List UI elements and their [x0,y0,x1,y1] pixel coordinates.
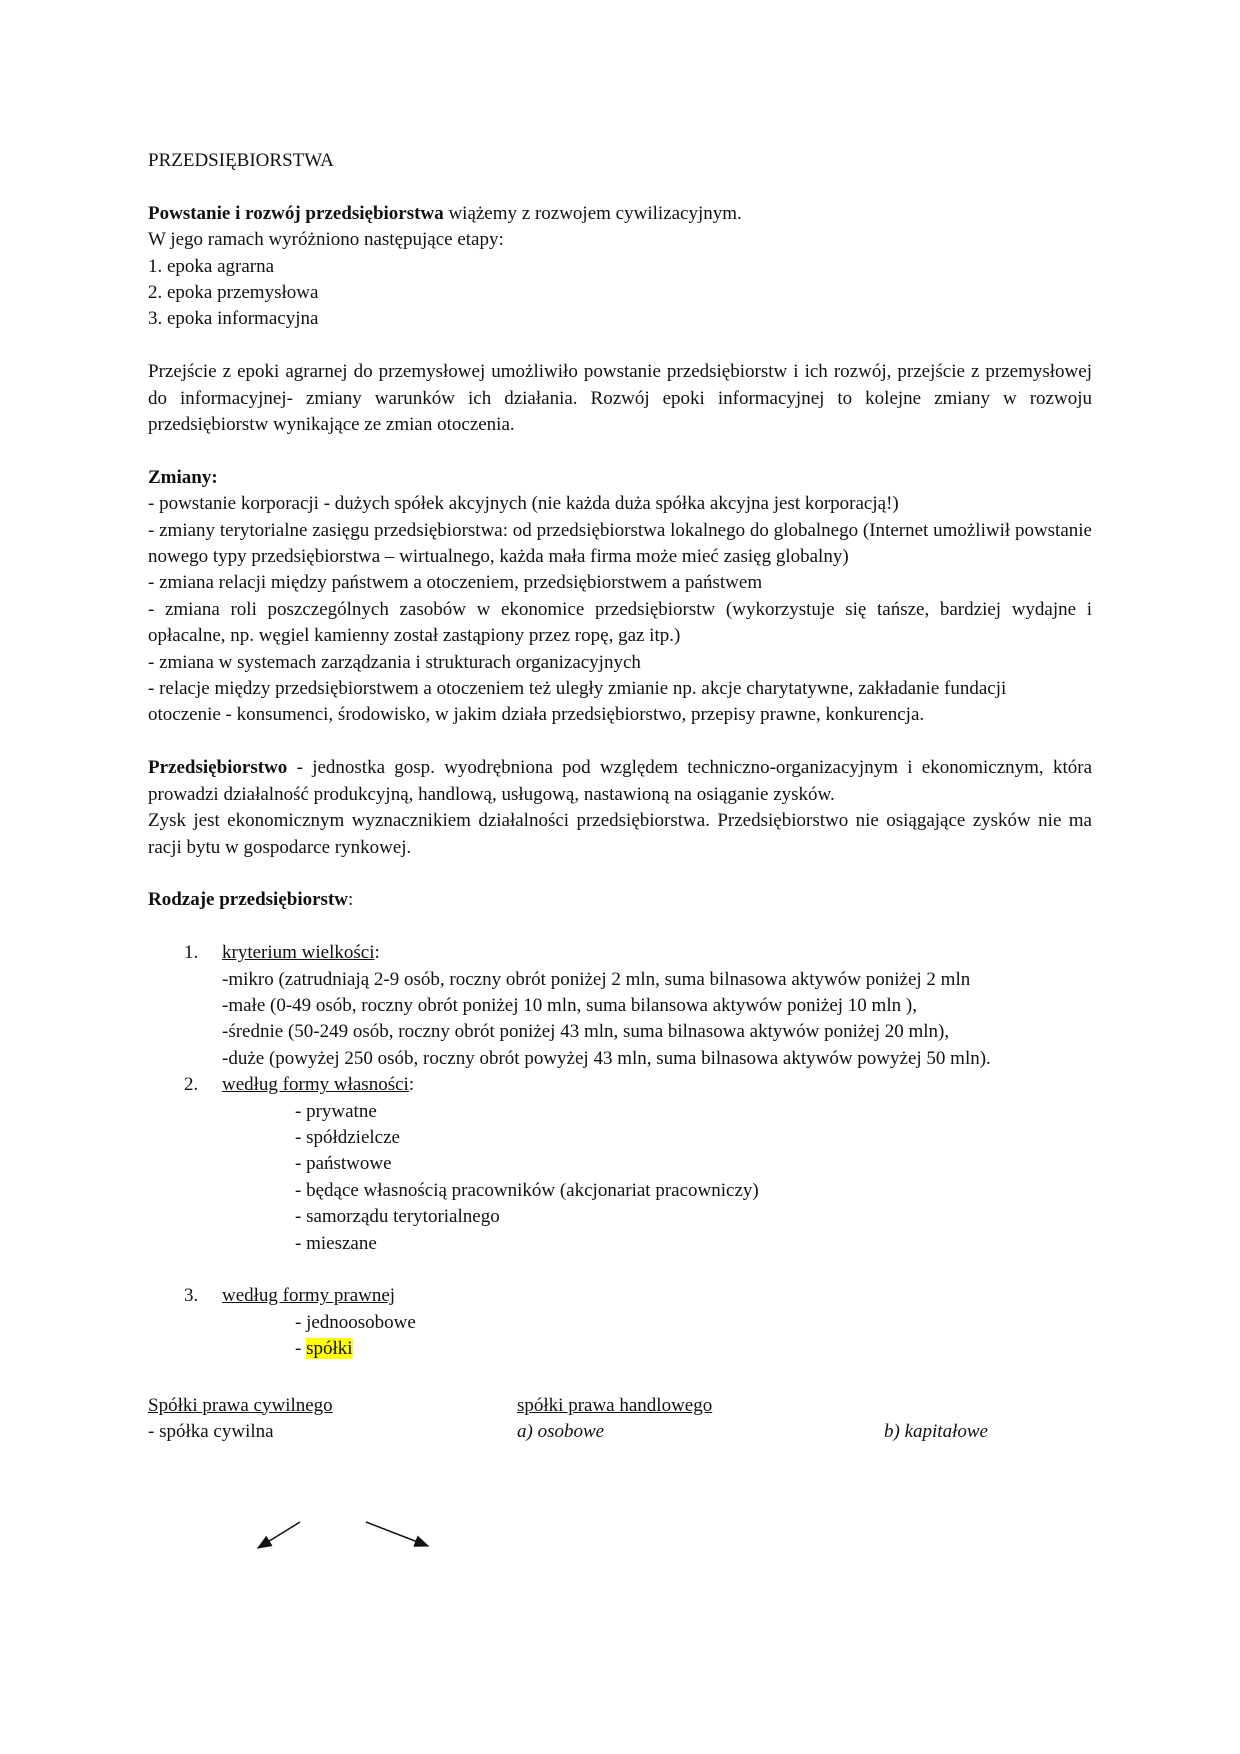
size-item: -średnie (50-249 osób, roczny obrót poniżej 43 mln, suma bilnasowa aktywów poniżej 20 mln), [222,1021,950,1043]
size-item: -małe (0-49 osób, roczny obrót poniżej 10 mln, suma bilansowa aktywów poniżej 10 mln ), [222,994,917,1016]
ownership-item: - spółdzielcze [295,1126,400,1148]
criterion-label: według formy własności [222,1074,409,1096]
change-item: - powstanie korporacji - dużych spółek akcyjnych (nie każda duża spółka akcyjna jest korporacją!) [148,493,899,515]
criterion-suffix: : [408,1074,415,1096]
intro-line-2: W jego ramach wyróżniono następujące etapy: [148,229,504,251]
arrow-left-icon [258,1522,300,1548]
intro-rest: wiążemy z rozwojem cywilizacyjnym. [443,202,742,224]
change-item: - zmiana relacji między państwem a otoczeniem, przedsiębiorstwem a państwem [148,572,763,594]
commercial-law-heading: spółki prawa handlowego [517,1394,713,1416]
intro-bold: Powstanie i rozwój przedsiębiorstwa [148,202,444,224]
capital-label: b) kapitałowe [884,1420,988,1442]
stage-item: 2. epoka przemysłowa [148,282,319,304]
ownership-item: - prywatne [295,1100,377,1122]
list-number: 3. [184,1285,199,1307]
size-item: -mikro (zatrudniają 2-9 osób, roczny obrót poniżej 2 mln, suma bilnasowa aktywów poniżej 2 mln [222,968,971,990]
dash: - [295,1338,307,1360]
ownership-item: - samorządu terytorialnego [295,1206,500,1228]
definition-bold: Przedsiębiorstwo [148,757,288,779]
criterion-label: kryterium wielkości [222,942,375,964]
criterion-suffix: : [374,942,380,964]
criterion-label: według formy prawnej [222,1285,396,1307]
highlighted-text: spółki [306,1338,353,1360]
change-item: - zmiana w systemach zarządzania i strukturach organizacyjnych [148,651,641,673]
legal-form-item: - jednoosobowe [295,1311,416,1333]
ownership-item: - państwowe [295,1153,392,1175]
definition-rest: - jednostka gosp. wyodrębniona pod względem techniczno-organizacyjnym i ekonomicznym, która prowadzi działalność produkcyjną, handlową, usługową, nastawioną na osiąganie zysków. [148,757,1092,805]
list-number: 1. [184,942,199,964]
stage-item: 3. epoka informacyjna [148,308,319,330]
list-number: 2. [184,1074,199,1096]
change-item: - zmiany terytorialne zasięgu przedsiębiorstwa: od przedsiębiorstwa lokalnego do globalnego (Internet umożliwił powstanie nowego typy przedsiębiorstwa – wirtualnego, każda mała firma może mieć zasięg globalny) [148,519,1092,568]
ownership-item: - będące własnością pracowników (akcjonariat pracowniczy) [295,1179,759,1201]
document-title: PRZEDSIĘBIORSTWA [148,150,334,171]
change-item: - relacje między przedsiębiorstwem a otoczeniem też uległy zmianie np. akcje charytatywne, zakładanie fundacji [148,678,1007,700]
profit-paragraph: Zysk jest ekonomicznym wyznacznikiem działalności przedsiębiorstwa. Przedsiębiorstwo nie osiągające zysków nie ma racji bytu w gospodarce rynkowej. [148,810,1092,858]
environment-definition: otoczenie - konsumenci, środowisko, w jakim działa przedsiębiorstwo, przepisy prawne, konkurencja. [148,704,925,726]
civil-law-heading: Spółki prawa cywilnego [148,1394,333,1416]
size-item: -duże (powyżej 250 osób, roczny obrót powyżej 43 mln, suma bilnasowa aktywów powyżej 50 mln). [222,1047,991,1069]
types-heading-colon: : [348,889,354,911]
transition-paragraph: Przejście z epoki agrarnej do przemysłowej umożliwiło powstanie przedsiębiorstw i ich rozwój, przejście z przemysłowej do informacyjnej- zmiany warunków ich działania. Rozwój epoki informacyjnej to kolejne zmiany w rozwoju przedsiębiorstw wynikające ze zmian otoczenia. [148,361,1092,436]
arrow-right-icon [366,1522,428,1546]
partnership-label: a) osobowe [517,1420,605,1442]
types-heading-bold: Rodzaje przedsiębiorstw [148,889,348,911]
stage-item: 1. epoka agrarna [148,255,275,277]
changes-heading: Zmiany: [148,466,218,488]
change-item: - zmiana roli poszczególnych zasobów w ekonomice przedsiębiorstw (wykorzystuje się tańsze, bardziej wydajne i opłacalne, np. węgiel kamienny został zastąpiony przez ropę, gaz itp.) [148,598,1092,647]
ownership-item: - mieszane [295,1232,377,1254]
civil-company-item: - spółka cywilna [148,1420,274,1442]
